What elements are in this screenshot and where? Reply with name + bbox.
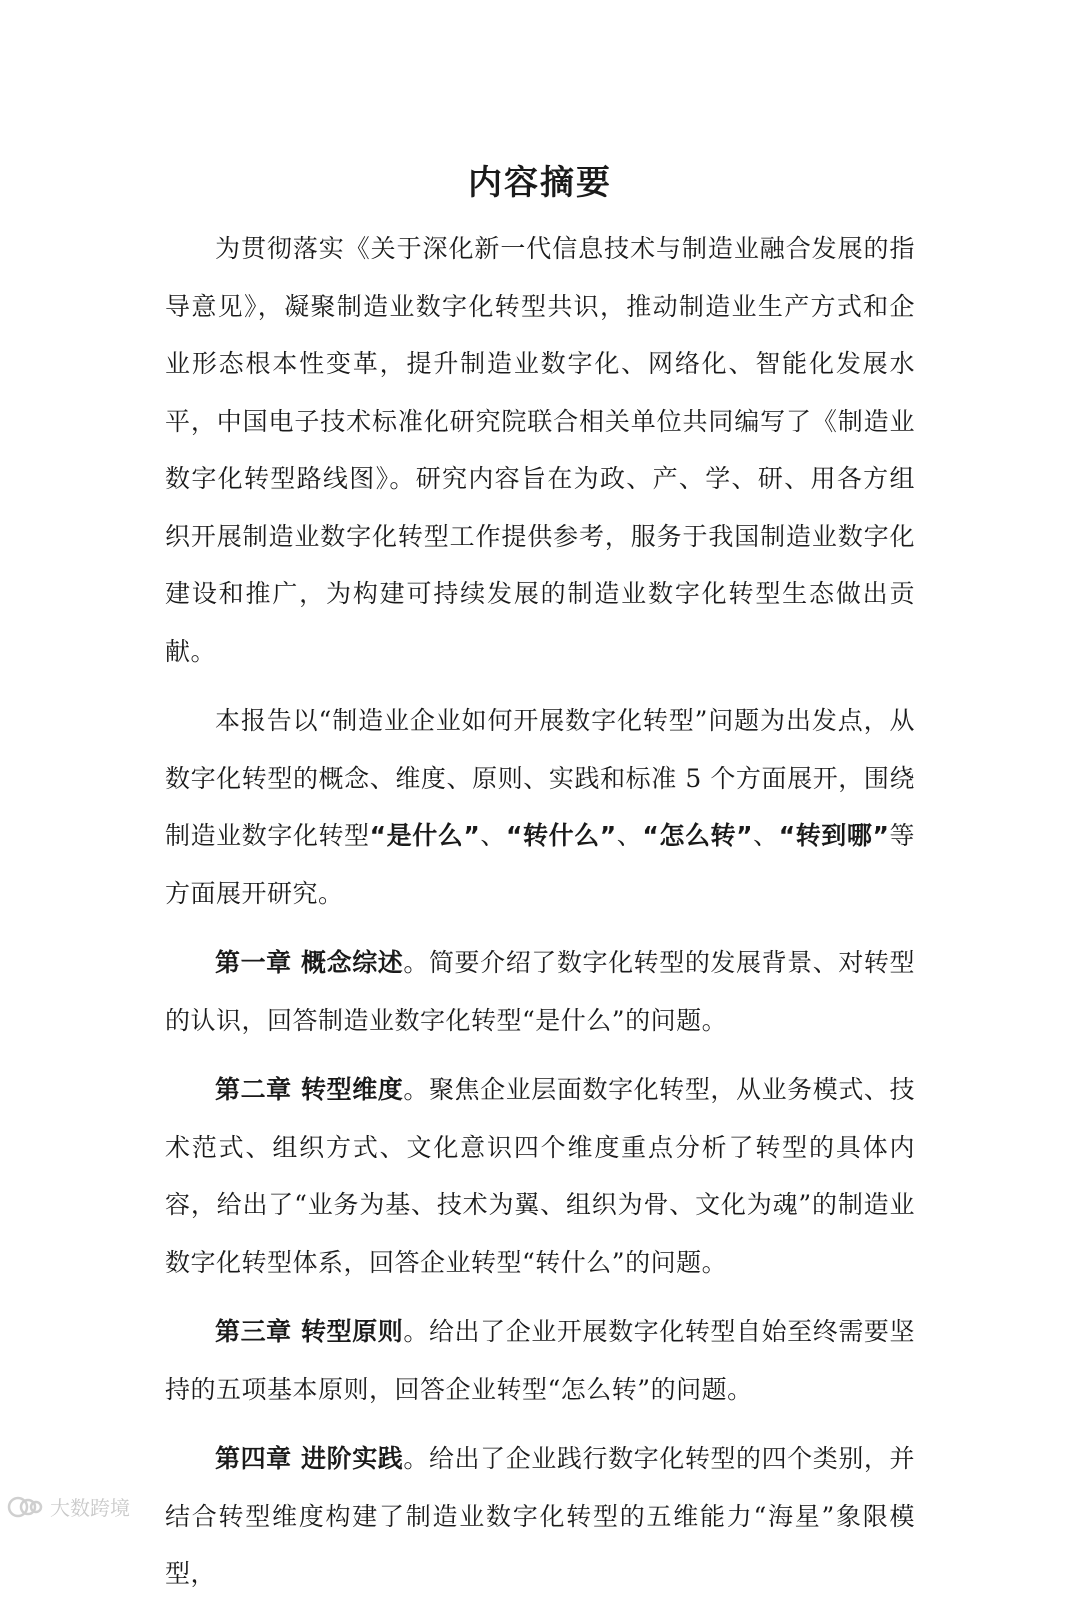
- text-run: 。聚焦企业层面数字化转型，从业务模式、技术范式、组织方式、文化意识四个维度重点分析了转型的具体内容，给出了“业务为基、技术为翼、组织为骨、文化为魂”的制造业数字化转型体系，回答企业转型“转什么”的问题。: [165, 1075, 915, 1277]
- bold-text: “是什么”: [369, 821, 481, 850]
- text-run: 。给出了企业开展数字化转型自始至终需要坚持的五项基本原则，回答企业转型“怎么转”的问题。: [165, 1317, 915, 1404]
- paragraph: [165, 1061, 915, 1291]
- bold-text: “怎么转”: [642, 821, 754, 850]
- text-run: 为贯彻落实《关于深化新一代信息技术与制造业融合发展的指导意见》，凝聚制造业数字化转型共识，推动制造业生产方式和企业形态根本性变革，提升制造业数字化、网络化、智能化发展水平，中国电子技术标准化研究院联合相关单位共同编写了《制造业数字化转型路线图》。研究内容旨在为政、产、学、研、用各方组织开展制造业数字化转型工作提供参考，服务于我国制造业数字化建设和推广，为构建可持续发展的制造业数字化转型生态做出贡献。: [165, 234, 915, 666]
- text-run: 等方面展开研究。: [165, 821, 915, 908]
- text-run: 、: [616, 821, 643, 850]
- bold-text: 第一章 概念综述: [215, 948, 404, 977]
- logo-icon: [6, 1494, 44, 1520]
- page-title: 内容摘要: [468, 163, 612, 203]
- paragraph: [165, 934, 915, 1049]
- text-run: 、: [753, 821, 779, 850]
- bold-text: 第二章 转型维度: [215, 1075, 404, 1104]
- bold-text: 第四章 进阶实践: [215, 1444, 404, 1473]
- bold-text: 第三章 转型原则: [215, 1317, 404, 1346]
- paragraph: [165, 692, 915, 922]
- text-run: 。给出了企业践行数字化转型的四个类别，并结合转型维度构建了制造业数字化转型的五维能力“海星”象限模型，: [165, 1444, 915, 1588]
- watermark: [6, 1492, 130, 1521]
- document-body: [165, 220, 915, 1615]
- text-run: 本报告以“制造业企业如何开展数字化转型”问题为出发点，从数字化转型的概念、维度、原则、实践和标准 5 个方面展开，围绕制造业数字化转型: [165, 706, 915, 850]
- watermark-text: 大数跨境: [50, 1496, 130, 1520]
- text-run: 、: [480, 821, 506, 850]
- paragraph: [165, 220, 915, 680]
- bold-text: “转到哪”: [778, 821, 890, 850]
- bold-text: “转什么”: [506, 821, 617, 850]
- paragraph: [165, 1303, 915, 1418]
- text-run: 。简要介绍了数字化转型的发展背景、对转型的认识，回答制造业数字化转型“是什么”的问题。: [165, 948, 915, 1035]
- paragraph: [165, 1430, 915, 1603]
